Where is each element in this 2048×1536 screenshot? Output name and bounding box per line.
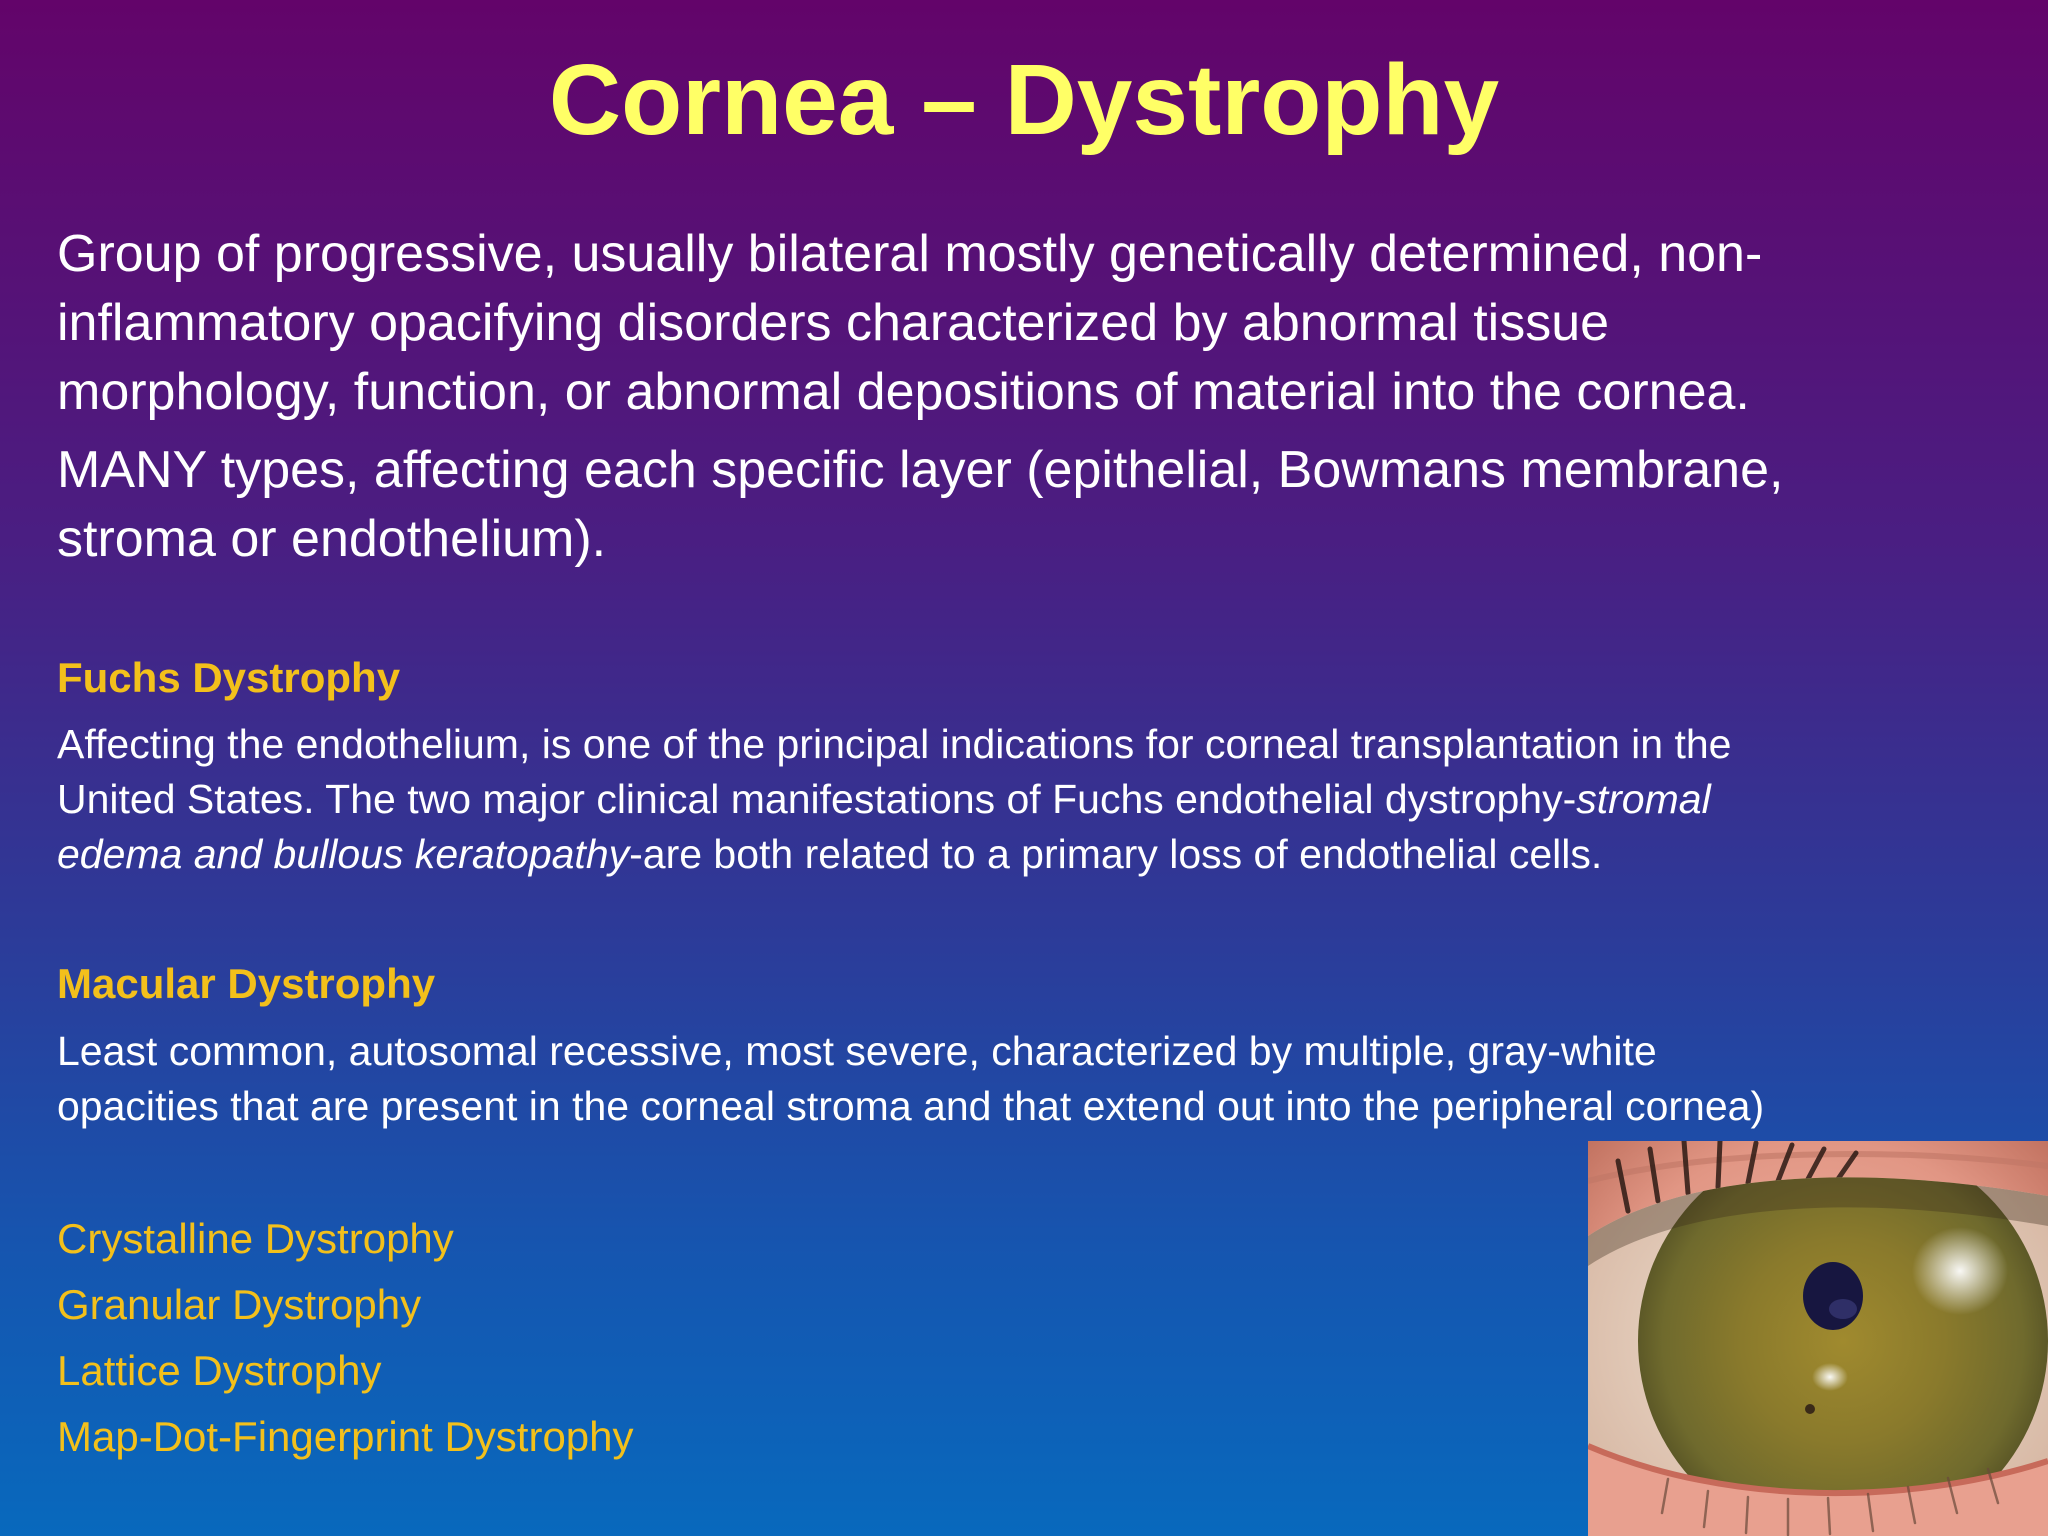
fuchs-line3-emphasis: edema and bullous keratopathy — [57, 831, 630, 877]
macular-line: Least common, autosomal recessive, most severe, characterized by multiple, gray-white — [57, 1028, 1657, 1074]
intro-line: morphology, function, or abnormal depositions of material into the cornea. — [57, 363, 1750, 421]
list-item: Map-Dot-Fingerprint Dystrophy — [57, 1413, 634, 1460]
intro-line: Group of progressive, usually bilateral mostly genetically determined, non- — [57, 225, 1763, 283]
fuchs-description — [57, 717, 1731, 882]
fuchs-line3-text: -are both related to a primary loss of endothelial cells. — [629, 831, 1603, 877]
slide-title: Cornea – Dystrophy — [548, 44, 1500, 156]
list-item: Crystalline Dystrophy — [57, 1215, 454, 1262]
list-item: Lattice Dystrophy — [57, 1347, 382, 1394]
fuchs-line — [57, 772, 1731, 827]
fuchs-line2-text: United States. The two major clinical manifestations of Fuchs endothelial dystrophy- — [57, 776, 1577, 822]
macular-description — [57, 1024, 1764, 1134]
fuchs-heading: Fuchs Dystrophy — [57, 654, 401, 701]
other-dystrophy-list — [57, 1206, 634, 1470]
fuchs-line — [57, 827, 1731, 882]
intro-line: inflammatory opacifying disorders characterized by abnormal tissue — [57, 294, 1610, 352]
types-paragraph — [57, 436, 2017, 574]
macular-line: opacities that are present in the corneal stroma and that extend out into the peripheral cornea) — [57, 1083, 1765, 1129]
types-line: stroma or endothelium). — [57, 510, 607, 568]
fuchs-line2-emphasis: stromal — [1576, 776, 1711, 822]
list-item: Granular Dystrophy — [57, 1281, 422, 1328]
eye-photo — [1588, 1141, 2048, 1536]
fuchs-line: Affecting the endothelium, is one of the principal indications for corneal transplantation in the — [57, 721, 1732, 767]
intro-paragraph — [57, 220, 2017, 427]
macular-heading: Macular Dystrophy — [57, 960, 436, 1007]
types-line: MANY types, affecting each specific layer (epithelial, Bowmans membrane, — [57, 441, 1784, 499]
